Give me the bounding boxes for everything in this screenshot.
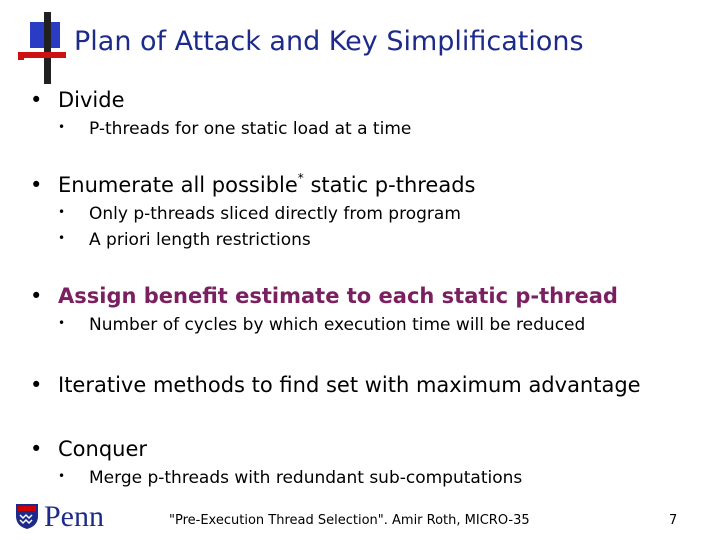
bullet-text [58,173,476,197]
sub-bullet-dot: • [58,469,66,483]
sub-bullet-text: Merge p-threads with redundant sub-computations [89,468,523,488]
page-number: 7 [669,513,678,528]
sub-bullet-dot: • [58,316,66,330]
sub-bullet-text: Only p-threads sliced directly from program [89,204,461,224]
sub-bullet-dot: • [58,120,66,134]
bullet-dot: • [30,284,43,308]
slide-title: Plan of Attack and Key Simplifications [74,26,584,57]
bullet-text: Conquer [58,437,148,461]
bullet-dot: • [30,373,43,397]
footer-caption: "Pre-Execution Thread Selection". Amir Roth, MICRO-35 [169,513,530,528]
bullet-text-main: Enumerate all possible [58,173,298,197]
bullet-dot: • [30,437,43,461]
penn-logo [14,500,134,530]
bullet-text: Iterative methods to find set with maximum advantage [58,373,641,397]
penn-logo-text: Penn [44,500,104,530]
sub-bullet-dot: • [58,205,66,219]
sub-bullet-text: Number of cycles by which execution time will be reduced [89,315,586,335]
corner-logo-icon [0,0,80,90]
sub-bullet-dot: • [58,231,66,245]
bullet-text-after: static p-threads [303,173,476,197]
bullet-dot: • [30,88,43,112]
sub-bullet-text: A priori length restrictions [89,230,311,250]
footnote-marker: * [297,171,304,185]
bullet-text: Divide [58,88,125,112]
sub-bullet-text: P-threads for one static load at a time [89,119,412,139]
bullet-text-highlighted: Assign benefit estimate to each static p-thread [58,284,618,308]
bullet-dot: • [30,173,43,197]
